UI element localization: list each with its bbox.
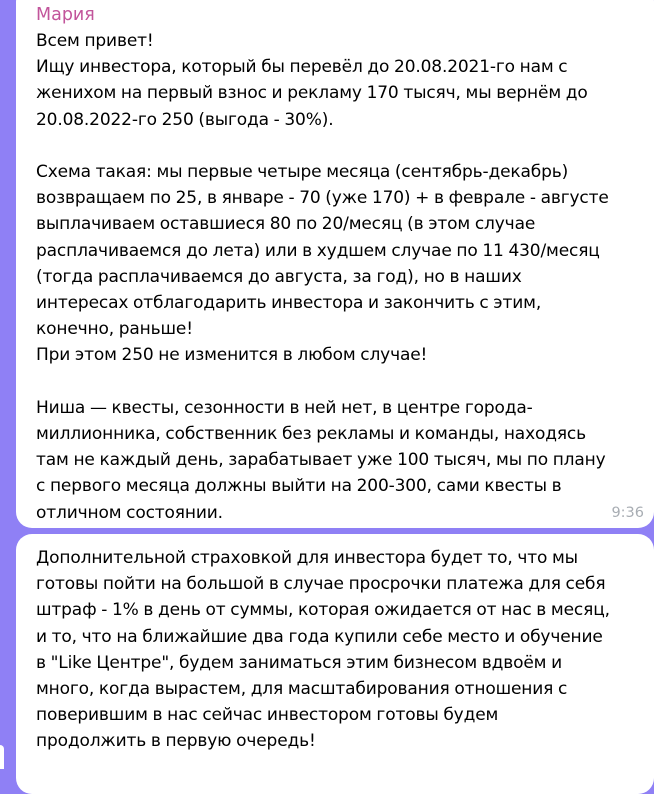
message-bubble[interactable] <box>16 534 654 794</box>
message-text: Дополнительной страховкой для инвестора будет то, что мы готовы пойти на большой в случае просрочки платежа для себя штраф - 1% в день от суммы, которая ожидается от нас в месяц, и то, что на ближайшие два года купили себе место и обучение в "Like Центре", будем заниматься этим бизнесом вдвоём и много, когда вырастем, для масштабирования отношения с поверившим в нас сейчас инвестором готовы будем продолжить в первую очередь! <box>36 548 610 752</box>
bubble-tail <box>0 745 4 769</box>
message-timestamp: 9:36 <box>611 505 644 521</box>
message-text: Всем привет! Ищу инвестора, который бы перевёл до 20.08.2021-го нам с женихом на первый взнос и рекламу 170 тысяч, мы вернём до 20.08.2022-го 250 (выгода - 30%). Схема такая: мы первые четыре месяца (сентябрь-декабрь) возвращаем по 25, в январе - 70 (уже 170) + в феврале - августе выплачиваем оставшиеся 80 по 20/месяц (в этом случае расплачиваемся до лета) или в худшем случае по 11 430/месяц (тогда расплачиваемся до августа, за год), но в наших интересах отблагодарить инвестора и закончить с этим, конечно, раньше! При этом 250 не изменится в любом случае! Ниша — квесты, сезонности в ней нет, в центре города- миллионника, собственник без рекламы и команды, находясь там не каждый день, зарабатывает уже 100 тысяч, мы по плану с первого месяца должны выйти на 200-300, сами квесты в отличном состоянии. <box>36 31 609 523</box>
message-bubble[interactable] <box>16 0 654 528</box>
sender-name[interactable]: Мария <box>36 5 95 25</box>
